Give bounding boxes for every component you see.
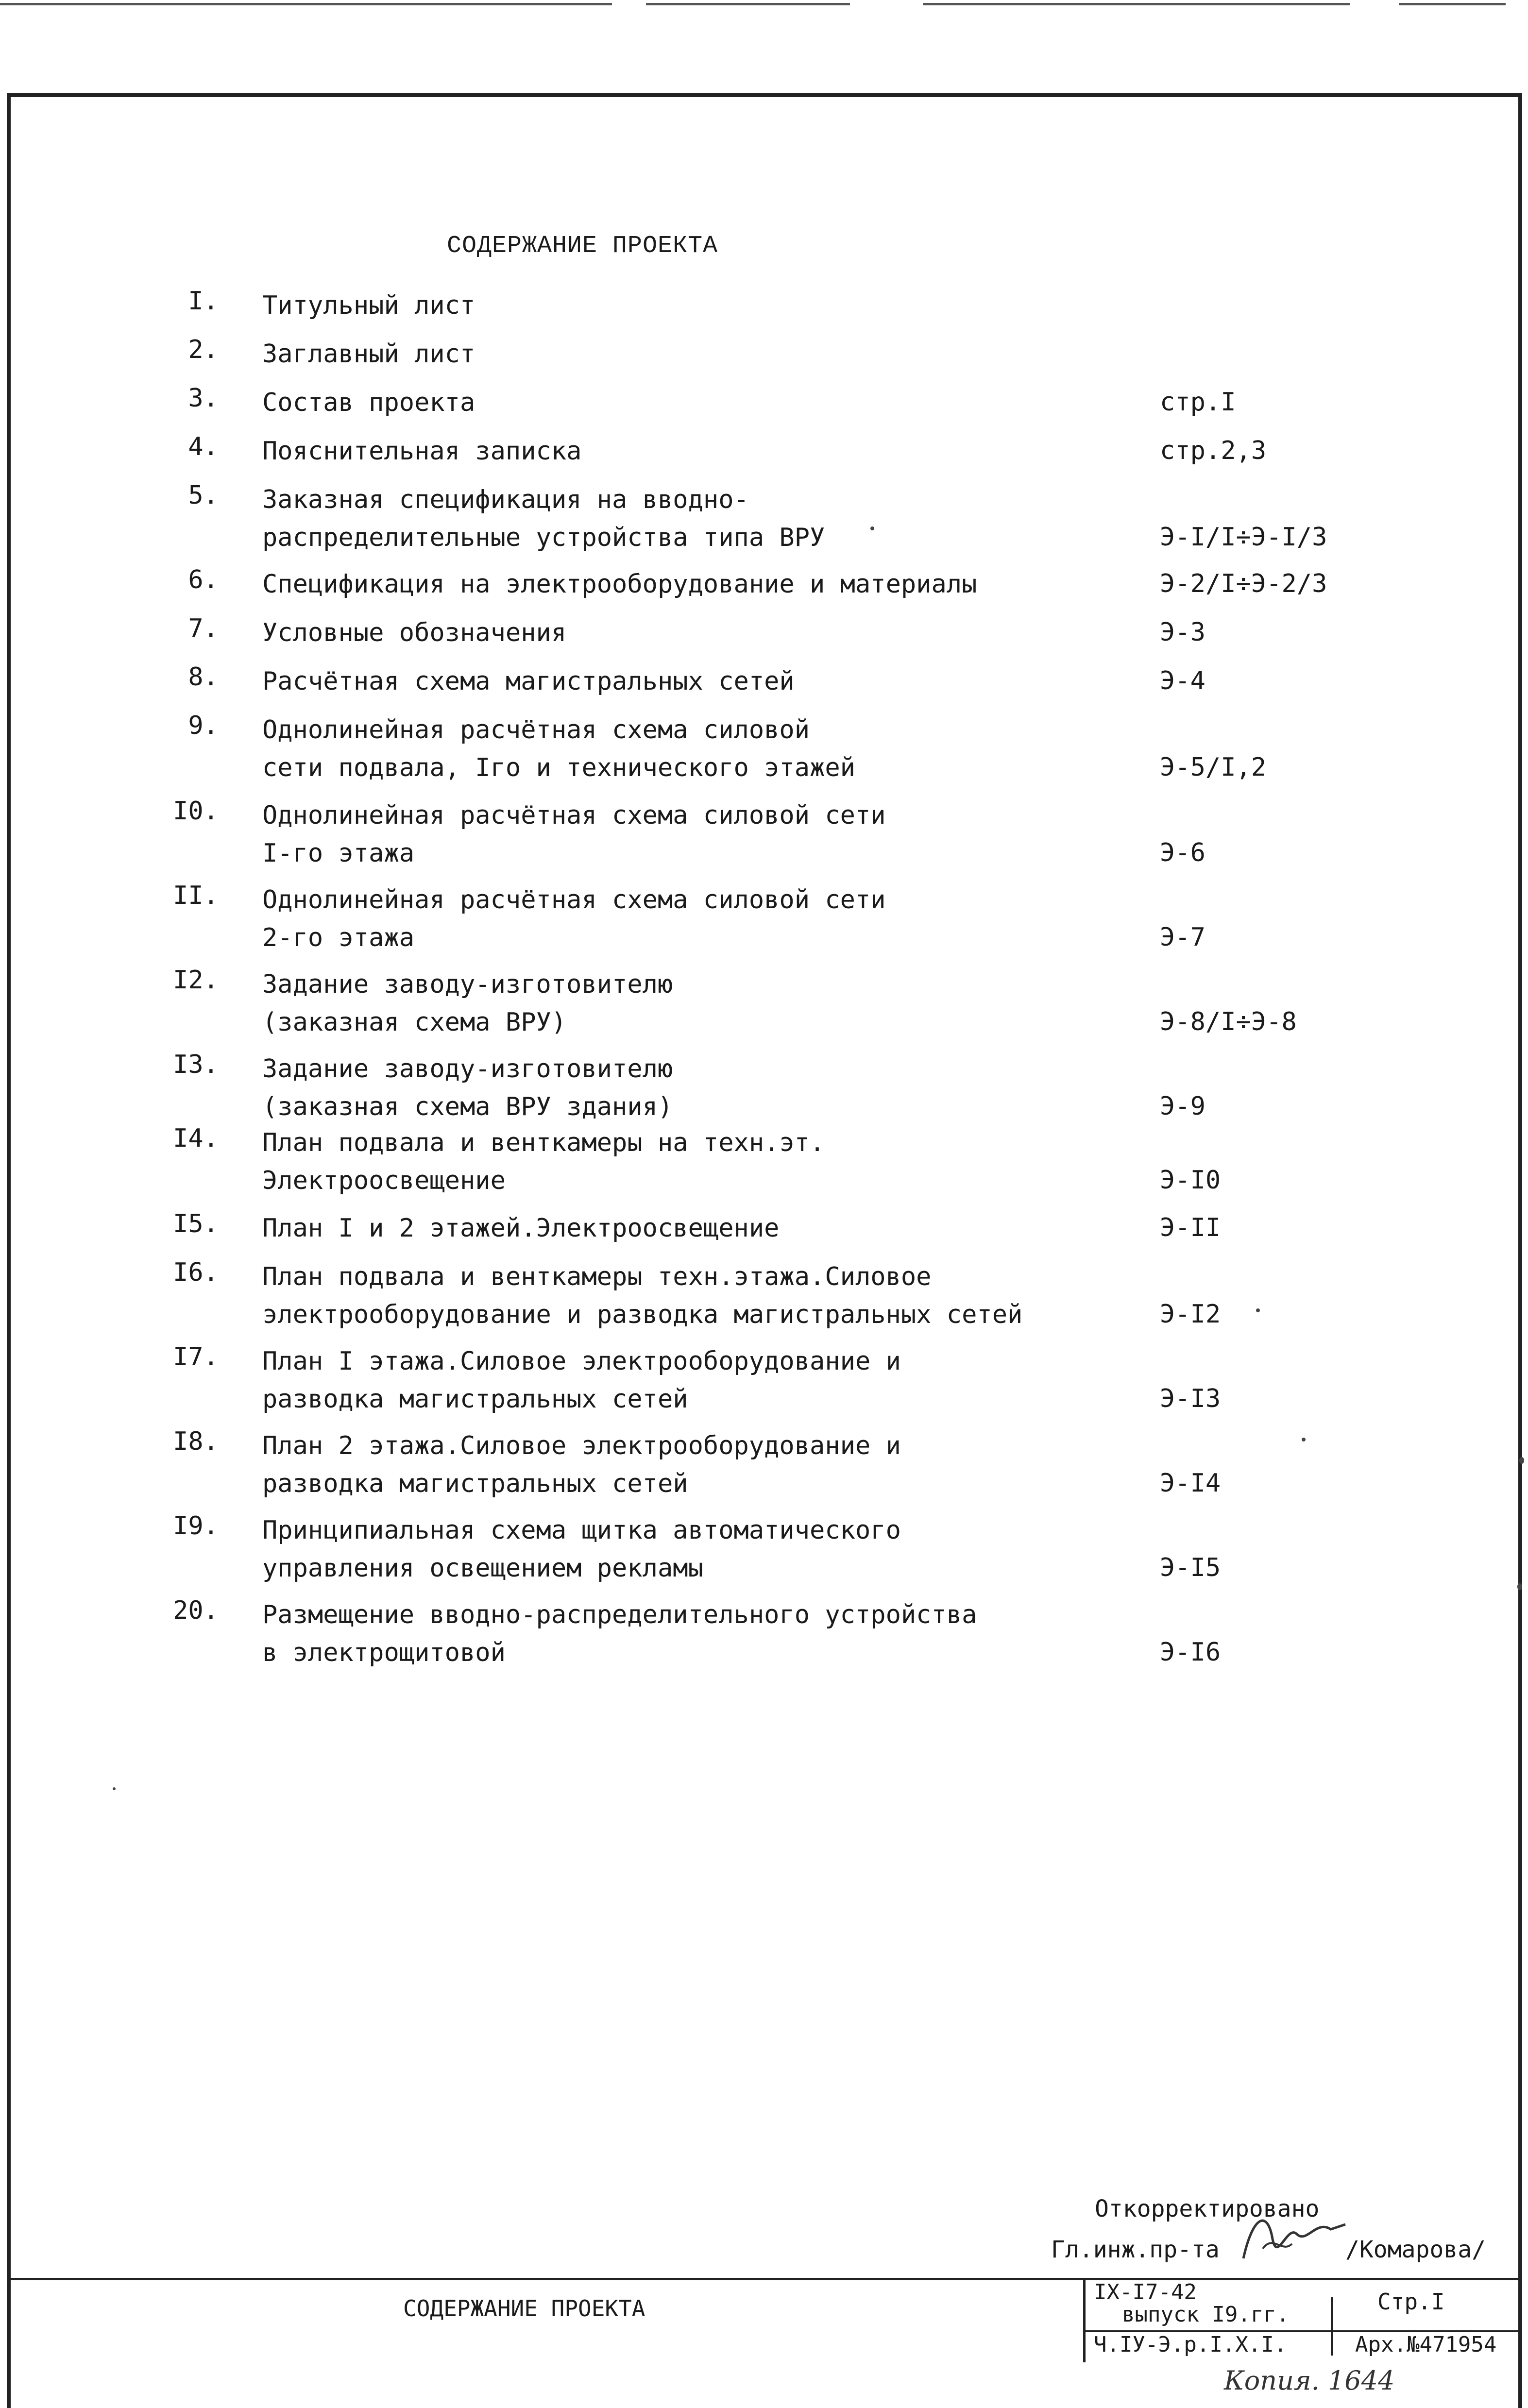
toc-item-title xyxy=(262,1427,901,1503)
toc-item-title xyxy=(262,614,566,652)
toc-item-sheet-ref: Э-5/I,2 xyxy=(1160,753,1267,782)
toc-item-sheet-ref: Э-I6 xyxy=(1160,1638,1221,1667)
toc-item-title-line: Однолинейная расчётная схема силовой xyxy=(262,715,810,745)
archive-number: Арх.№471954 xyxy=(1355,2332,1497,2357)
toc-item-number: I6. xyxy=(173,1258,219,1287)
toc-item-title-line: разводка магистральных сетей xyxy=(262,1469,688,1498)
toc-item-sheet-ref: Э-I4 xyxy=(1160,1469,1221,1498)
toc-item-title-line: Состав проекта xyxy=(262,388,475,417)
issue-number: выпуск I9.гг. xyxy=(1122,2302,1290,2327)
toc-item-title-line: в электрощитовой xyxy=(262,1638,506,1667)
toc-item-number: I5. xyxy=(173,1209,219,1238)
toc-item-title xyxy=(262,1596,977,1672)
toc-item-sheet-ref: стр.I xyxy=(1160,388,1236,417)
toc-item-title-line: Заглавный лист xyxy=(262,339,475,369)
toc-item-title xyxy=(262,1511,901,1587)
drawing-frame xyxy=(7,93,1522,2408)
toc-item-sheet-ref: Э-I3 xyxy=(1160,1384,1221,1413)
toc-item-sheet-ref: Э-8/I÷Э-8 xyxy=(1160,1007,1297,1036)
toc-item-title xyxy=(262,1209,779,1247)
toc-item-title xyxy=(262,287,475,324)
toc-item-sheet-ref: Э-I2 xyxy=(1160,1300,1221,1329)
toc-item-title xyxy=(262,384,475,422)
engineer-name: /Комарова/ xyxy=(1345,2236,1486,2263)
toc-item-sheet-ref: Э-6 xyxy=(1160,838,1205,867)
toc-item-title-line: Электроосвещение xyxy=(262,1166,506,1195)
stamp-vline-2 xyxy=(1331,2297,1333,2356)
toc-item-number: 6. xyxy=(188,565,219,594)
toc-item-title-line: разводка магистральных сетей xyxy=(262,1385,688,1414)
toc-item-number: I3. xyxy=(173,1050,219,1079)
toc-item-sheet-ref: Э-3 xyxy=(1160,618,1205,647)
toc-item-title-line: Заказная спецификация на вводно- xyxy=(262,485,749,514)
toc-item-title-line: управления освещением рекламы xyxy=(262,1554,703,1583)
toc-item-sheet-ref: Э-I/I÷Э-I/3 xyxy=(1160,523,1327,552)
toc-item-title xyxy=(262,1124,825,1200)
toc-item-title xyxy=(262,1342,901,1418)
toc-item-title xyxy=(262,565,977,603)
toc-item-title-line: Титульный лист xyxy=(262,291,475,320)
toc-item-number: 2. xyxy=(188,335,219,364)
toc-item-title-line: (заказная схема ВРУ здания) xyxy=(262,1092,673,1121)
toc-item-number: 20. xyxy=(173,1596,219,1625)
toc-item-number: I2. xyxy=(173,966,219,995)
toc-item-title-line: Однолинейная расчётная схема силовой сети xyxy=(262,885,886,915)
toc-item-title-line: План подвала и венткамеры на техн.эт. xyxy=(262,1128,825,1157)
toc-item-number: I7. xyxy=(173,1342,219,1372)
toc-item-title-line: План I этажа.Силовое электрооборудование и xyxy=(262,1347,901,1376)
toc-item-number: 7. xyxy=(188,614,219,643)
toc-item-number: I8. xyxy=(173,1427,219,1456)
toc-item-number: I9. xyxy=(173,1511,219,1541)
toc-item-title-line: Размещение вводно-распределительного устройства xyxy=(262,1600,977,1629)
toc-item-title xyxy=(262,797,886,872)
toc-item-number: I4. xyxy=(173,1124,219,1153)
toc-item-title-line: Однолинейная расчётная схема силовой сети xyxy=(262,801,886,830)
toc-item-title-line: распределительные устройства типа ВРУ xyxy=(262,523,825,552)
toc-item-title-line: Пояснительная записка xyxy=(262,437,582,466)
toc-item-title xyxy=(262,481,825,557)
toc-item-title xyxy=(262,662,795,700)
toc-item-title xyxy=(262,1258,1022,1334)
toc-item-number: 8. xyxy=(188,662,219,692)
toc-item-title-line: Условные обозначения xyxy=(262,618,567,647)
toc-item-number: I. xyxy=(188,287,219,316)
stamp-vline-1 xyxy=(1083,2280,1086,2362)
toc-item-number: 9. xyxy=(188,711,219,740)
chief-engineer-label: Гл.инж.пр-та xyxy=(1051,2236,1220,2263)
toc-item-title-line: сети подвала, Iго и технического этажей xyxy=(262,753,855,782)
corrected-label: Откорректировано xyxy=(1095,2195,1320,2222)
toc-item-number: 5. xyxy=(188,481,219,510)
toc-item-title-line: (заказная схема ВРУ) xyxy=(262,1008,567,1037)
page-number: Стр.I xyxy=(1377,2289,1445,2315)
toc-item-sheet-ref: Э-I5 xyxy=(1160,1553,1221,1582)
toc-item-title-line: Задание заводу-изготовителю xyxy=(262,970,673,999)
toc-item-sheet-ref: Э-II xyxy=(1160,1213,1221,1242)
toc-item-title xyxy=(262,335,475,373)
toc-item-title-line: Принципиальная схема щитка автоматического xyxy=(262,1516,901,1545)
toc-item-title xyxy=(262,432,581,470)
toc-item-title-line: Спецификация на электрооборудование и материалы xyxy=(262,570,977,599)
footer-title: СОДЕРЖАНИЕ ПРОЕКТА xyxy=(403,2295,645,2322)
toc-item-title-line: Расчётная схема магистральных сетей xyxy=(262,667,795,696)
toc-item-title-line: План подвала и венткамеры техн.этажа.Силовое xyxy=(262,1262,932,1291)
toc-item-sheet-ref: Э-9 xyxy=(1160,1092,1205,1121)
signature-icon xyxy=(1234,2205,1350,2268)
toc-item-title-line: Задание заводу-изготовителю xyxy=(262,1054,673,1084)
toc-item-title-line: План 2 этажа.Силовое электрооборудование и xyxy=(262,1431,901,1460)
toc-item-title xyxy=(262,1050,673,1126)
toc-item-sheet-ref: стр.2,3 xyxy=(1160,436,1267,465)
toc-item-number: II. xyxy=(173,881,219,910)
toc-item-title-line: 2-го этажа xyxy=(262,923,415,952)
part-code: Ч.IУ-Э.р.I.X.I. xyxy=(1094,2332,1287,2357)
stamp-divider xyxy=(7,2278,1522,2280)
toc-item-sheet-ref: Э-2/I÷Э-2/3 xyxy=(1160,569,1327,598)
page-title: СОДЕРЖАНИЕ ПРОЕКТА xyxy=(447,232,718,260)
toc-item-title-line: План I и 2 этажей.Электроосвещение xyxy=(262,1214,780,1243)
toc-item-sheet-ref: Э-I0 xyxy=(1160,1166,1221,1195)
handwritten-note: Копия. 1644 xyxy=(1224,2365,1395,2396)
toc-item-sheet-ref: Э-4 xyxy=(1160,666,1205,695)
toc-item-number: 4. xyxy=(188,432,219,461)
toc-item-sheet-ref: Э-7 xyxy=(1160,923,1205,952)
toc-item-title xyxy=(262,711,855,787)
toc-item-number: I0. xyxy=(173,797,219,826)
toc-item-title-line: I-го этажа xyxy=(262,839,415,868)
toc-item-title-line: электрооборудование и разводка магистральных сетей xyxy=(262,1300,1023,1329)
series-code: IX-I7-42 xyxy=(1094,2280,1197,2305)
toc-item-title xyxy=(262,881,886,957)
toc-item-number: 3. xyxy=(188,384,219,413)
toc-item-title xyxy=(262,966,673,1041)
scan-top-marks xyxy=(0,0,1528,10)
